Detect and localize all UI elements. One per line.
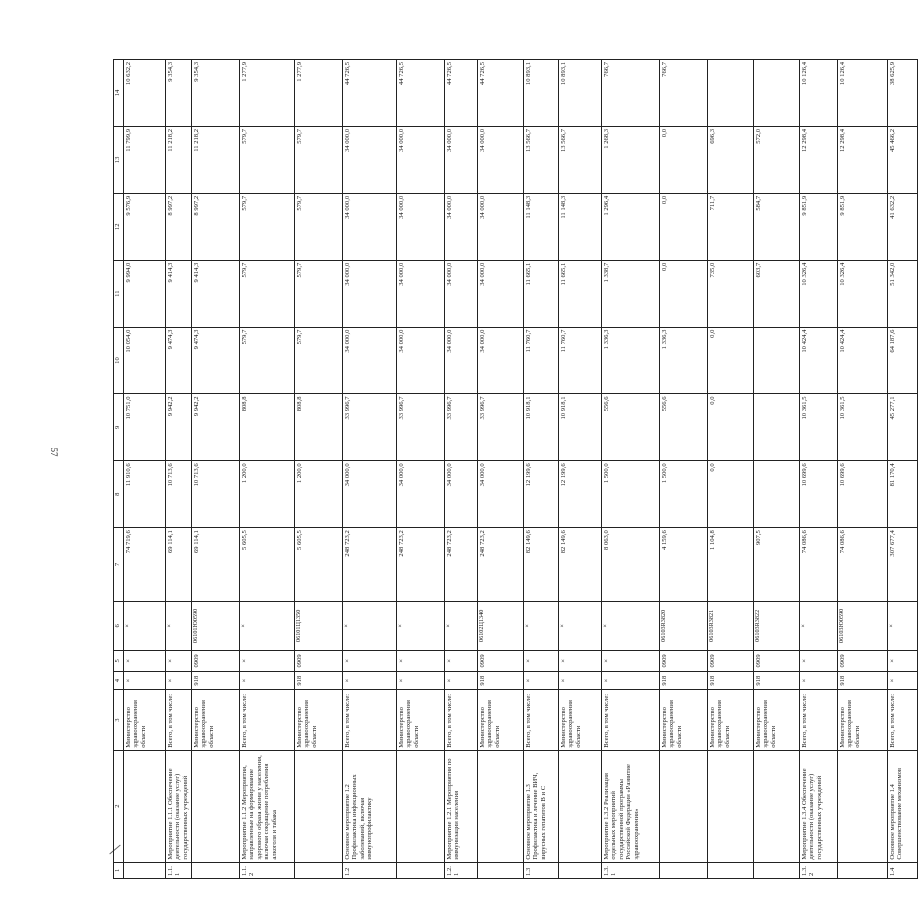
section-code: × <box>166 650 192 671</box>
amount-value: 248 723,2 <box>445 528 478 601</box>
column-number: 8 <box>114 461 124 528</box>
amount-value: 808,8 <box>240 394 295 461</box>
amount-value: 556,6 <box>602 394 660 461</box>
amount-value: 45 466,2 <box>888 126 918 193</box>
executor: Министерство здравоохранения области <box>754 690 800 750</box>
amount-value: 74 086,6 <box>800 528 838 601</box>
activity-name <box>660 750 708 862</box>
amount-value: 579,7 <box>240 327 295 394</box>
section-code: × <box>240 650 295 671</box>
amount-value: 9 414,3 <box>192 260 240 327</box>
executor: Министерство здравоохранения области <box>559 690 602 750</box>
table-row <box>124 60 166 879</box>
row-number: 1.4 <box>888 862 918 878</box>
amount-value: 9 354,3 <box>192 60 240 127</box>
activity-name: Мероприятие 1.1.1 Обеспечение деятельности (оказание услуг) государственных учреждений <box>166 750 192 862</box>
amount-value: 735,0 <box>708 260 754 327</box>
table-row <box>888 60 918 879</box>
amount-value: 34 000,0 <box>397 327 445 394</box>
amount-value: 248 723,2 <box>343 528 397 601</box>
activity-name <box>708 750 754 862</box>
table-row <box>800 60 838 879</box>
row-number: 1.3 <box>524 862 559 878</box>
amount-value: 34 000,0 <box>478 260 524 327</box>
activity-name: Основное мероприятие 1.3 Профилактика и лечение ВИЧ, вирусных гепатитов В и С <box>524 750 559 862</box>
amount-value: 41 632,2 <box>888 193 918 260</box>
target-article-code: × <box>559 601 602 650</box>
amount-value: 1 277,9 <box>295 60 343 127</box>
section-code: × <box>559 650 602 671</box>
amount-value: 5 605,5 <box>240 528 295 601</box>
amount-value: 33 996,7 <box>445 394 478 461</box>
executor: Всего, в том числе: <box>602 690 660 750</box>
amount-value: 45 277,1 <box>888 394 918 461</box>
amount-value: 44 726,5 <box>343 60 397 127</box>
table-row <box>708 60 754 879</box>
amount-value: 579,7 <box>295 327 343 394</box>
amount-value: 0,0 <box>660 193 708 260</box>
amount-value: 10 126,4 <box>838 60 888 127</box>
activity-name: Мероприятие 1.1.2 Мероприятия, направленные на формирование здорового образа жизни у населения, включая сокращение потребления алкоголя и табака <box>240 750 295 862</box>
section-code: 0909 <box>754 650 800 671</box>
executor: Всего, в том числе: <box>240 690 295 750</box>
grbs-code: × <box>124 671 166 690</box>
amount-value: 9 576,9 <box>124 193 166 260</box>
grbs-code: × <box>166 671 192 690</box>
amount-value: 44 726,5 <box>478 60 524 127</box>
column-number: 5 <box>114 650 124 671</box>
activity-name <box>559 750 602 862</box>
amount-value: 34 000,0 <box>445 126 478 193</box>
activity-name: Основное мероприятие 1.4 Совершенствование механизмов <box>888 750 918 862</box>
executor: Министерство здравоохранения области <box>397 690 445 750</box>
target-article-code: 06101Ю0590 <box>192 601 240 650</box>
executor: Министерство здравоохранения области <box>708 690 754 750</box>
amount-value: 8 063,0 <box>602 528 660 601</box>
grbs-code: × <box>524 671 559 690</box>
grbs-code: 918 <box>708 671 754 690</box>
table-row <box>166 60 192 879</box>
amount-value: 34 000,0 <box>445 461 478 528</box>
amount-value: 10 918,1 <box>559 394 602 461</box>
amount-value: 1 336,3 <box>602 327 660 394</box>
column-number: 2 <box>114 750 124 862</box>
grbs-code: × <box>888 671 918 690</box>
target-article-code: × <box>445 601 478 650</box>
target-article-code: × <box>343 601 397 650</box>
executor: Всего, в том числе: <box>800 690 838 750</box>
table-row <box>754 60 800 879</box>
target-article-code: × <box>800 601 838 650</box>
amount-value: 11 760,7 <box>524 327 559 394</box>
amount-value: 9 851,9 <box>800 193 838 260</box>
table-row <box>397 60 445 879</box>
amount-value: 584,7 <box>754 193 800 260</box>
activity-name <box>397 750 445 862</box>
amount-value: 12 199,6 <box>524 461 559 528</box>
amount-value: 11 218,2 <box>192 126 240 193</box>
amount-value: 8 997,2 <box>166 193 192 260</box>
row-number: 1.2.1 <box>445 862 478 878</box>
grbs-code: 918 <box>838 671 888 690</box>
amount-value: 10 699,6 <box>838 461 888 528</box>
column-number: 14 <box>114 60 124 127</box>
activity-name: Мероприятие 1.3.4 Обеспечение деятельности (оказание услуг) государственных учреждений <box>800 750 838 862</box>
amount-value: 11 665,1 <box>524 260 559 327</box>
amount-value: 11 218,2 <box>166 126 192 193</box>
row-number: 1.3.1 <box>602 862 660 878</box>
executor: Министерство здравоохранения области <box>124 690 166 750</box>
amount-value: 1 268,3 <box>602 126 660 193</box>
section-code: 0909 <box>192 650 240 671</box>
amount-value: 10 632,2 <box>124 60 166 127</box>
amount-value: 1 200,0 <box>240 461 295 528</box>
amount-value: 10 054,0 <box>124 327 166 394</box>
activity-name <box>838 750 888 862</box>
amount-value: 11 799,9 <box>124 126 166 193</box>
amount-value: 34 000,0 <box>397 193 445 260</box>
row-number <box>295 862 343 878</box>
column-number: 13 <box>114 126 124 193</box>
amount-value: 5 605,5 <box>295 528 343 601</box>
page-number: 57 <box>49 447 59 457</box>
amount-value: 711,7 <box>708 193 754 260</box>
target-article-code: 06102Ц1340 <box>478 601 524 650</box>
executor: Министерство здравоохранения области <box>838 690 888 750</box>
amount-value: 69 114,1 <box>192 528 240 601</box>
column-number: 11 <box>114 260 124 327</box>
amount-value: 579,7 <box>240 126 295 193</box>
activity-name <box>478 750 524 862</box>
amount-value: 9 354,3 <box>166 60 192 127</box>
amount-value: 34 000,0 <box>478 126 524 193</box>
table-row <box>192 60 240 879</box>
amount-value: 1 296,4 <box>602 193 660 260</box>
amount-value: 10 424,4 <box>800 327 838 394</box>
section-code: × <box>800 650 838 671</box>
amount-value: 1 200,0 <box>295 461 343 528</box>
activity-name: Мероприятие 1.2.1 Мероприятия по иммунизации населения <box>445 750 478 862</box>
column-number: 7 <box>114 528 124 601</box>
amount-value: 8 997,2 <box>192 193 240 260</box>
executor: Всего, в том числе: <box>166 690 192 750</box>
table-row <box>478 60 524 879</box>
amount-value: 766,7 <box>660 60 708 127</box>
amount-value: 33 996,7 <box>343 394 397 461</box>
amount-value: 9 942,2 <box>166 394 192 461</box>
amount-value: 0,0 <box>708 327 754 394</box>
grbs-code: × <box>445 671 478 690</box>
amount-value <box>754 60 800 127</box>
target-article-code: × <box>524 601 559 650</box>
amount-value: 9 851,9 <box>838 193 888 260</box>
activity-name: Мероприятие 1.3.2 Реализация отдельных мероприятий государственной программы Российской Федерации «Развитие здравоохранения» <box>602 750 660 862</box>
amount-value: 572,0 <box>754 126 800 193</box>
amount-value: 34 000,0 <box>397 126 445 193</box>
section-code: 0909 <box>295 650 343 671</box>
amount-value: 9 414,3 <box>166 260 192 327</box>
amount-value: 10 326,4 <box>800 260 838 327</box>
row-number <box>754 862 800 878</box>
executor: Всего, в том числе: <box>524 690 559 750</box>
amount-value: 33 996,7 <box>478 394 524 461</box>
amount-value: 248 723,2 <box>478 528 524 601</box>
section-code: × <box>124 650 166 671</box>
amount-value: 579,7 <box>295 126 343 193</box>
section-code: × <box>445 650 478 671</box>
amount-value: 34 000,0 <box>343 260 397 327</box>
target-article-code: × <box>602 601 660 650</box>
amount-value: 34 000,0 <box>343 327 397 394</box>
amount-value: 11 910,6 <box>124 461 166 528</box>
amount-value: 11 148,3 <box>524 193 559 260</box>
amount-value: 579,7 <box>240 193 295 260</box>
amount-value: 12 298,4 <box>838 126 888 193</box>
row-number: 1.3.2 <box>800 862 838 878</box>
grbs-code: 918 <box>660 671 708 690</box>
amount-value: 9 474,3 <box>166 327 192 394</box>
grbs-code: × <box>240 671 295 690</box>
target-article-code: 06103R3821 <box>708 601 754 650</box>
column-number: 12 <box>114 193 124 260</box>
amount-value: 51 342,0 <box>888 260 918 327</box>
amount-value: 556,6 <box>660 394 708 461</box>
amount-value: 10 361,5 <box>800 394 838 461</box>
amount-value: 34 000,0 <box>478 327 524 394</box>
amount-value: 1 500,0 <box>602 461 660 528</box>
amount-value <box>754 327 800 394</box>
row-number <box>478 862 524 878</box>
amount-value: 81 170,4 <box>888 461 918 528</box>
grbs-code: × <box>559 671 602 690</box>
amount-value: 248 723,2 <box>397 528 445 601</box>
target-article-code: 06101Ц1350 <box>295 601 343 650</box>
row-number <box>124 862 166 878</box>
amount-value: 1 277,9 <box>240 60 295 127</box>
amount-value: 9 474,3 <box>192 327 240 394</box>
amount-value: 808,8 <box>295 394 343 461</box>
amount-value: 11 760,7 <box>559 327 602 394</box>
amount-value: 11 148,3 <box>559 193 602 260</box>
rotated-table-sheet <box>113 59 904 879</box>
table-row <box>660 60 708 879</box>
amount-value: 907,5 <box>754 528 800 601</box>
table-row <box>602 60 660 879</box>
amount-value: 10 713,6 <box>192 461 240 528</box>
activity-name <box>295 750 343 862</box>
amount-value: 10 424,4 <box>838 327 888 394</box>
amount-value: 38 625,9 <box>888 60 918 127</box>
section-code: 0909 <box>838 650 888 671</box>
row-number <box>192 862 240 878</box>
grbs-code: 918 <box>192 671 240 690</box>
amount-value: 12 298,4 <box>800 126 838 193</box>
executor: Всего, в том числе: <box>445 690 478 750</box>
section-code: 0909 <box>660 650 708 671</box>
section-code: × <box>397 650 445 671</box>
grbs-code: 918 <box>754 671 800 690</box>
table-row <box>343 60 397 879</box>
amount-value: 13 566,7 <box>559 126 602 193</box>
column-number: 9 <box>114 394 124 461</box>
amount-value: 10 326,4 <box>838 260 888 327</box>
executor: Министерство здравоохранения области <box>295 690 343 750</box>
amount-value: 9 942,2 <box>192 394 240 461</box>
amount-value: 603,7 <box>754 260 800 327</box>
table-row <box>524 60 559 879</box>
amount-value: 34 000,0 <box>343 461 397 528</box>
executor: Министерство здравоохранения области <box>660 690 708 750</box>
amount-value: 34 000,0 <box>343 126 397 193</box>
column-number: 1 <box>114 862 124 878</box>
amount-value: 12 199,6 <box>559 461 602 528</box>
amount-value: 579,7 <box>295 260 343 327</box>
target-article-code: 06103Ю0590 <box>838 601 888 650</box>
amount-value: 74 719,6 <box>124 528 166 601</box>
row-number: 1.2 <box>343 862 397 878</box>
column-number: 3 <box>114 690 124 750</box>
activity-name <box>754 750 800 862</box>
table-body <box>114 60 918 879</box>
amount-value: 64 187,6 <box>888 327 918 394</box>
amount-value: 10 361,5 <box>838 394 888 461</box>
table-row <box>240 60 295 879</box>
amount-value: 766,7 <box>602 60 660 127</box>
amount-value: 34 000,0 <box>478 193 524 260</box>
executor: Министерство здравоохранения области <box>192 690 240 750</box>
section-code: × <box>888 650 918 671</box>
amount-value: 10 893,1 <box>559 60 602 127</box>
table-row <box>445 60 478 879</box>
amount-value: 13 566,7 <box>524 126 559 193</box>
amount-value: 10 713,6 <box>166 461 192 528</box>
amount-value: 34 000,0 <box>397 461 445 528</box>
row-number <box>708 862 754 878</box>
amount-value: 44 726,5 <box>445 60 478 127</box>
amount-value: 1 338,7 <box>602 260 660 327</box>
target-article-code: × <box>397 601 445 650</box>
amount-value: 82 149,6 <box>559 528 602 601</box>
amount-value: 10 893,1 <box>524 60 559 127</box>
executor: Всего, в том числе: <box>343 690 397 750</box>
target-article-code: × <box>166 601 192 650</box>
activity-name <box>192 750 240 862</box>
row-number: 1.1.1 <box>166 862 192 878</box>
grbs-code: 918 <box>295 671 343 690</box>
table-row <box>295 60 343 879</box>
target-article-code: × <box>888 601 918 650</box>
amount-value: 579,7 <box>295 193 343 260</box>
budget-table <box>113 59 918 879</box>
amount-value: 0,0 <box>708 461 754 528</box>
amount-value: 0,0 <box>660 126 708 193</box>
amount-value: 34 000,0 <box>445 260 478 327</box>
activity-name <box>124 750 166 862</box>
amount-value: 579,7 <box>240 260 295 327</box>
amount-value: 34 000,0 <box>478 461 524 528</box>
amount-value: 10 918,1 <box>524 394 559 461</box>
grbs-code: × <box>397 671 445 690</box>
table-row <box>559 60 602 879</box>
amount-value: 696,3 <box>708 126 754 193</box>
amount-value: 33 996,7 <box>397 394 445 461</box>
amount-value: 4 159,6 <box>660 528 708 601</box>
amount-value: 34 000,0 <box>397 260 445 327</box>
amount-value: 1 500,0 <box>660 461 708 528</box>
amount-value: 82 149,6 <box>524 528 559 601</box>
amount-value: 1 104,8 <box>708 528 754 601</box>
target-article-code: 06103R3822 <box>754 601 800 650</box>
grbs-code: × <box>343 671 397 690</box>
column-number: 4 <box>114 671 124 690</box>
target-article-code: 06103R3820 <box>660 601 708 650</box>
grbs-code: 918 <box>478 671 524 690</box>
amount-value <box>754 461 800 528</box>
grbs-code: × <box>800 671 838 690</box>
section-code: × <box>602 650 660 671</box>
amount-value: 1 336,3 <box>660 327 708 394</box>
target-article-code: × <box>124 601 166 650</box>
row-number <box>397 862 445 878</box>
activity-name: Основное мероприятие 1.2 Профилактика инфекционных заболеваний, включая иммунопрофилактику <box>343 750 397 862</box>
executor: Всего, в том числе: <box>888 690 918 750</box>
table-row <box>838 60 888 879</box>
amount-value: 11 665,1 <box>559 260 602 327</box>
amount-value: 307 677,4 <box>888 528 918 601</box>
amount-value: 74 086,6 <box>838 528 888 601</box>
section-code: 0909 <box>708 650 754 671</box>
amount-value: 10 699,6 <box>800 461 838 528</box>
column-number: 10 <box>114 327 124 394</box>
row-number <box>559 862 602 878</box>
amount-value: 34 000,0 <box>445 327 478 394</box>
amount-value: 34 000,0 <box>445 193 478 260</box>
target-article-code: × <box>240 601 295 650</box>
amount-value: 10 751,0 <box>124 394 166 461</box>
amount-value: 9 994,0 <box>124 260 166 327</box>
amount-value: 10 126,4 <box>800 60 838 127</box>
amount-value: 44 726,5 <box>397 60 445 127</box>
row-number: 1.1.2 <box>240 862 295 878</box>
amount-value <box>754 394 800 461</box>
amount-value: 69 114,1 <box>166 528 192 601</box>
executor: Министерство здравоохранения области <box>478 690 524 750</box>
grbs-code: × <box>602 671 660 690</box>
section-code: 0909 <box>478 650 524 671</box>
section-code: × <box>343 650 397 671</box>
section-code: × <box>524 650 559 671</box>
amount-value <box>708 60 754 127</box>
row-number <box>660 862 708 878</box>
row-number <box>838 862 888 878</box>
amount-value: 34 000,0 <box>343 193 397 260</box>
column-number: 6 <box>114 601 124 650</box>
column-number-row <box>114 60 124 879</box>
amount-value: 0,0 <box>660 260 708 327</box>
amount-value: 0,0 <box>708 394 754 461</box>
